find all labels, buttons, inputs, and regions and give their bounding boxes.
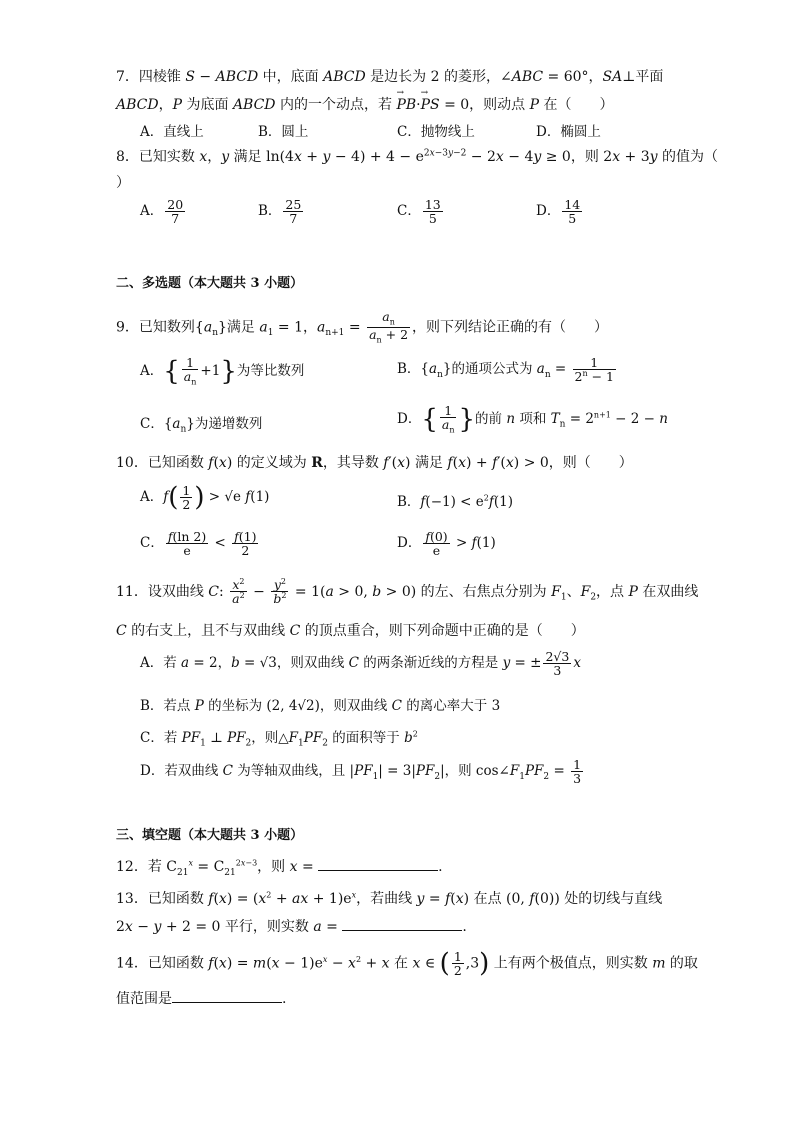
q8-option-c: C． $\frac{13}{5}$ xyxy=(397,197,441,227)
q7-line2: ABCD，P 为底面 ABCD 内的一个动点，若 → PB·→ PS = 0，则动点 P 在（ ） xyxy=(116,94,614,114)
q9-option-b: B．$\{a_n\}$的通项公式为 $a_n$ = $\frac{1}{2^n - 1}$ xyxy=(397,355,615,385)
q9-option-a: A．{ $\frac{1}{a_n}$ +1}为等比数列 xyxy=(140,355,305,387)
q10-option-c: C． $\frac{f(\ln 2)}{e}$ < $\frac{f(1)}{2}$ xyxy=(140,529,257,559)
q11-option-d: D．若双曲线 C 为等轴双曲线，且 $|PF_1| = 3|PF_2|$，则 $\cos\angle F_1PF_2$ = $\frac{1}{3}$ xyxy=(140,757,582,787)
q12: 12．若 $C_{21}^x = C_{21}^{2x-3}$，则 x = . xyxy=(116,856,443,878)
q8-option-a: A． $\frac{20}{7}$ xyxy=(140,197,184,227)
q7-option-b: B．圆上 xyxy=(258,124,309,140)
q10-option-b: B．$f(-1) < e^2f(1)$ xyxy=(397,493,513,510)
q7-option-d: D．椭圆上 xyxy=(536,124,601,140)
q9-option-d: D．{ $\frac{1}{a_n}$ }的前 n 项和 $T_n = 2^{n+1} - 2 - n$ xyxy=(397,403,668,435)
q7-option-c: C．抛物线上 xyxy=(397,124,475,140)
q8-option-b: B． $\frac{25}{7}$ xyxy=(258,197,302,227)
q8-line2: ） xyxy=(116,175,130,191)
q11-line2: C 的右支上，且不与双曲线 C 的顶点重合，则下列命题中正确的是（ ） xyxy=(116,623,585,639)
q11-line1: 11．设双曲线 C: $\frac{x^2}{a^2}$ − $\frac{y^2}{b^2}$ = 1(a > 0, b > 0) 的左、右焦点分别为 $F_1$、$F_2$，点 P 在双曲线 xyxy=(116,577,699,607)
q7-line1: 7．四棱锥 S − ABCD 中，底面 ABCD 是边长为 2 的菱形，∠ABC = 60°，SA⊥平面 xyxy=(116,69,664,85)
q12-answer-blank[interactable] xyxy=(318,856,438,871)
q10-option-d: D． $\frac{f(0)}{e}$ > f(1) xyxy=(397,529,496,559)
q13-line1: 13．已知函数 $f(x) = (x^2$ + ax + $1)e^x$，若曲线 y = f(x) 在点 (0, f(0)) 处的切线与直线 xyxy=(116,890,663,907)
q11-option-c: C．若 $PF_1$ ⊥ $PF_2$，则$\triangle F_1PF_2$ 的面积等于 $b^2$ xyxy=(140,729,418,749)
q11-option-b: B．若点 P 的坐标为 (2, 4√2)，则双曲线 C 的离心率大于 3 xyxy=(140,698,501,714)
q14-answer-blank[interactable] xyxy=(172,988,282,1003)
q9-option-c: C．$\{a_n\}$为递增数列 xyxy=(140,416,263,435)
q13-answer-blank[interactable] xyxy=(342,916,462,931)
section-multi-choice-heading: 二、多选题（本大题共 3 小题） xyxy=(116,276,304,291)
q10-option-a: A．f( $\frac{1}{2}$ ) > √e f(1) xyxy=(140,482,270,513)
q9-stem: 9．已知数列$\{a_n\}$满足 $a_1 = 1$，$a_{n+1}$ = $\frac{a_n}{a_n + 2}$ ，则下列结论正确的有（ ） xyxy=(116,309,609,345)
q14-line1: 14．已知函数 $f(x) = m(x - 1)e^x - x^2 + x$ 在 x ∈ ( $\frac{1}{2}$ ,3) 上有两个极值点，则实数 m 的取 xyxy=(116,948,698,979)
q8-line1: 8．已知实数 x，y 满足 $\ln(4x + y - 4) + 4 - e^{2x-3y-2} - 2x - 4y \ge 0$，则 2x + 3y 的值为（ xyxy=(116,148,719,165)
q14-line2: 值范围是 . xyxy=(116,988,286,1008)
q7-option-a: A．直线上 xyxy=(140,124,204,140)
q8-option-d: D． $\frac{14}{5}$ xyxy=(536,197,581,227)
q13-line2: 2x − y + 2 = 0 平行，则实数 a = . xyxy=(116,916,467,936)
q11-option-a: A．若 a = 2，b = √3，则双曲线 C 的两条渐近线的方程是 y = ± $\frac{2√3}{3}$ x xyxy=(140,649,581,679)
section-fill-blank-heading: 三、填空题（本大题共 3 小题） xyxy=(116,828,304,843)
q10-stem: 10．已知函数 f(x) 的定义域为 R，其导数 f′(x) 满足 f(x) + f′(x) > 0，则（ ） xyxy=(116,455,633,471)
